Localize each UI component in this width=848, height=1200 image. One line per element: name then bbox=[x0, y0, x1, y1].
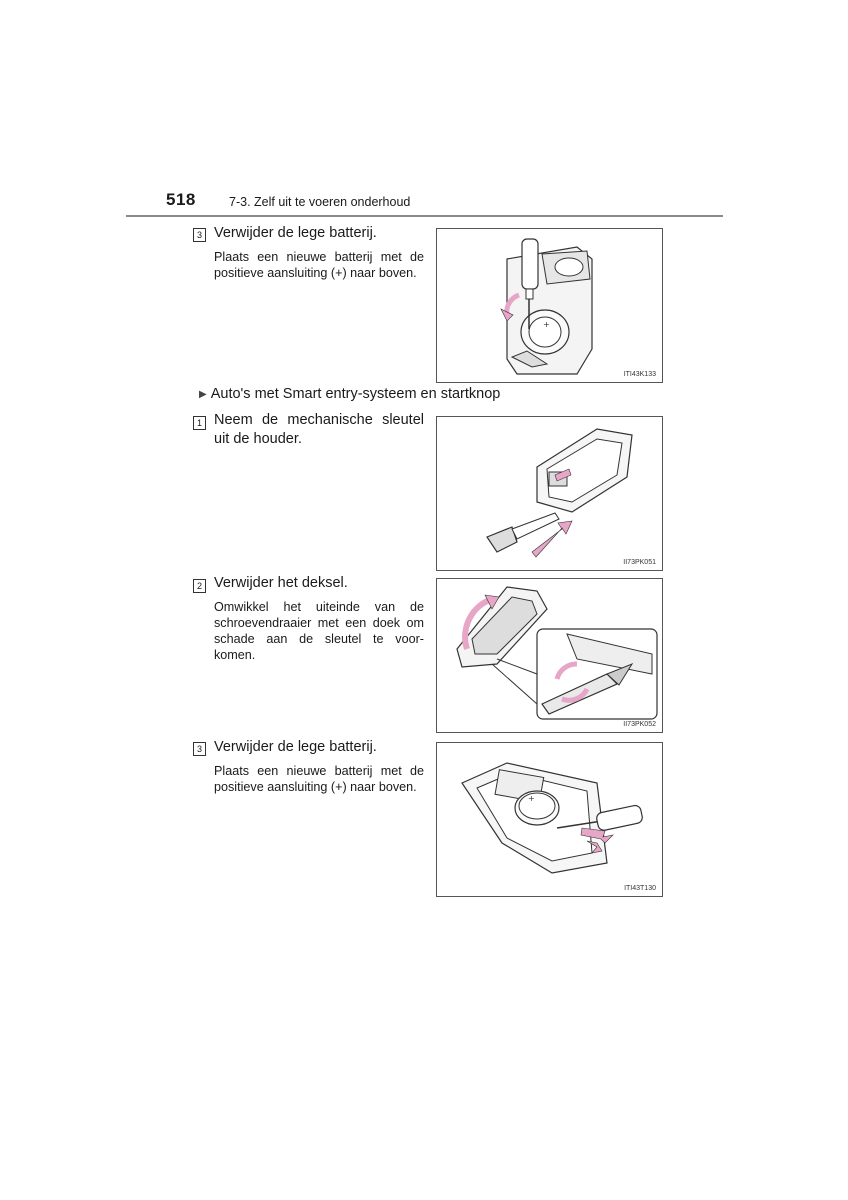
page-header bbox=[0, 0, 848, 220]
svg-text:+: + bbox=[543, 320, 550, 329]
step-number-badge: 3 bbox=[193, 742, 206, 756]
figure-code: ITI43K133 bbox=[623, 371, 656, 378]
svg-text:+: + bbox=[528, 794, 535, 803]
figure-code: II73PK051 bbox=[623, 559, 656, 566]
header-divider bbox=[126, 215, 723, 217]
step-instructions: Omwikkel het uiteinde van de schroevendraaier met een doek om schade aan de sleutel te voor-komen. bbox=[214, 600, 424, 662]
figure-remove-mechanical-key bbox=[436, 416, 663, 571]
step-instructions: Plaats een nieuwe batterij met de positieve aansluiting (+) naar boven. bbox=[214, 250, 424, 280]
step-number-badge: 2 bbox=[193, 579, 206, 593]
step-instructions: Plaats een nieuwe batterij met de positieve aansluiting (+) naar boven. bbox=[214, 764, 424, 794]
smart-key-illustration bbox=[437, 417, 663, 571]
step-number-badge: 3 bbox=[193, 228, 206, 242]
subheading bbox=[199, 386, 500, 402]
remove-cover-illustration bbox=[437, 579, 663, 733]
step-title: Neem de mechanische sleutel uit de houder. bbox=[214, 412, 424, 447]
figure-code: II73PK052 bbox=[623, 721, 656, 728]
page-number: 518 bbox=[166, 190, 196, 209]
step-title: Verwijder de lege batterij. bbox=[214, 739, 377, 755]
triangle-bullet-icon: ▶ bbox=[199, 389, 207, 400]
figure-battery-removal-key bbox=[436, 228, 663, 383]
figure-code: ITI43T130 bbox=[624, 885, 656, 892]
subheading-text: Auto's met Smart entry-systeem en startknop bbox=[210, 386, 501, 402]
step-title: Verwijder de lege batterij. bbox=[214, 225, 377, 241]
section-title: 7-3. Zelf uit te voeren onderhoud bbox=[229, 195, 411, 209]
figure-battery-removal-smart-key bbox=[436, 742, 663, 897]
smart-key-battery-illustration bbox=[437, 743, 663, 897]
step-number-badge: 1 bbox=[193, 416, 206, 430]
figure-remove-cover bbox=[436, 578, 663, 733]
key-battery-illustration bbox=[437, 229, 663, 383]
step-title: Verwijder het deksel. bbox=[214, 575, 348, 591]
